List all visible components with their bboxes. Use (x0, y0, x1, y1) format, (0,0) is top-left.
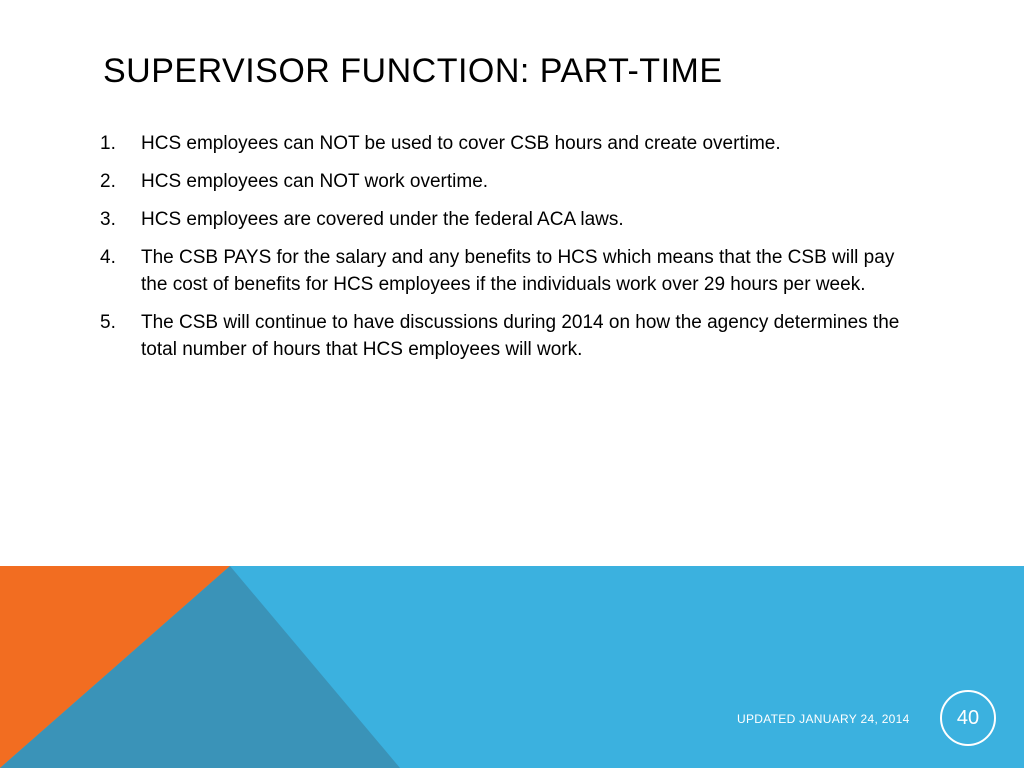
list-item-number: 5. (100, 312, 116, 333)
list-item (100, 309, 920, 363)
list-item-text: HCS employees can NOT work overtime. (141, 171, 489, 192)
footer-band (0, 566, 1024, 768)
list-item (100, 206, 920, 233)
list-item-text: The CSB PAYS for the salary and any benefits to HCS which means that the CSB will pay the cost of benefits for HCS employees if the individuals work over 29 hours per week. (141, 247, 895, 295)
updated-date: UPDATED JANUARY 24, 2014 (737, 712, 910, 726)
list-item-text: HCS employees are covered under the federal ACA laws. (141, 209, 624, 230)
list-item (100, 244, 920, 298)
list-item-text: HCS employees can NOT be used to cover CSB hours and create overtime. (141, 133, 781, 154)
list-item-number: 1. (100, 133, 116, 154)
page-number-badge: 40 (940, 690, 996, 746)
list-item (100, 168, 920, 195)
list-item-text: The CSB will continue to have discussions during 2014 on how the agency determines the total number of hours that HCS employees will work. (141, 312, 900, 360)
footer-band-graphic (0, 566, 1024, 768)
slide-title: SUPERVISOR FUNCTION: PART-TIME (103, 52, 723, 90)
list-item-number: 4. (100, 247, 116, 268)
list-item-number: 3. (100, 209, 116, 230)
list-item (100, 130, 920, 157)
numbered-list (100, 130, 920, 374)
list-item-number: 2. (100, 171, 116, 192)
